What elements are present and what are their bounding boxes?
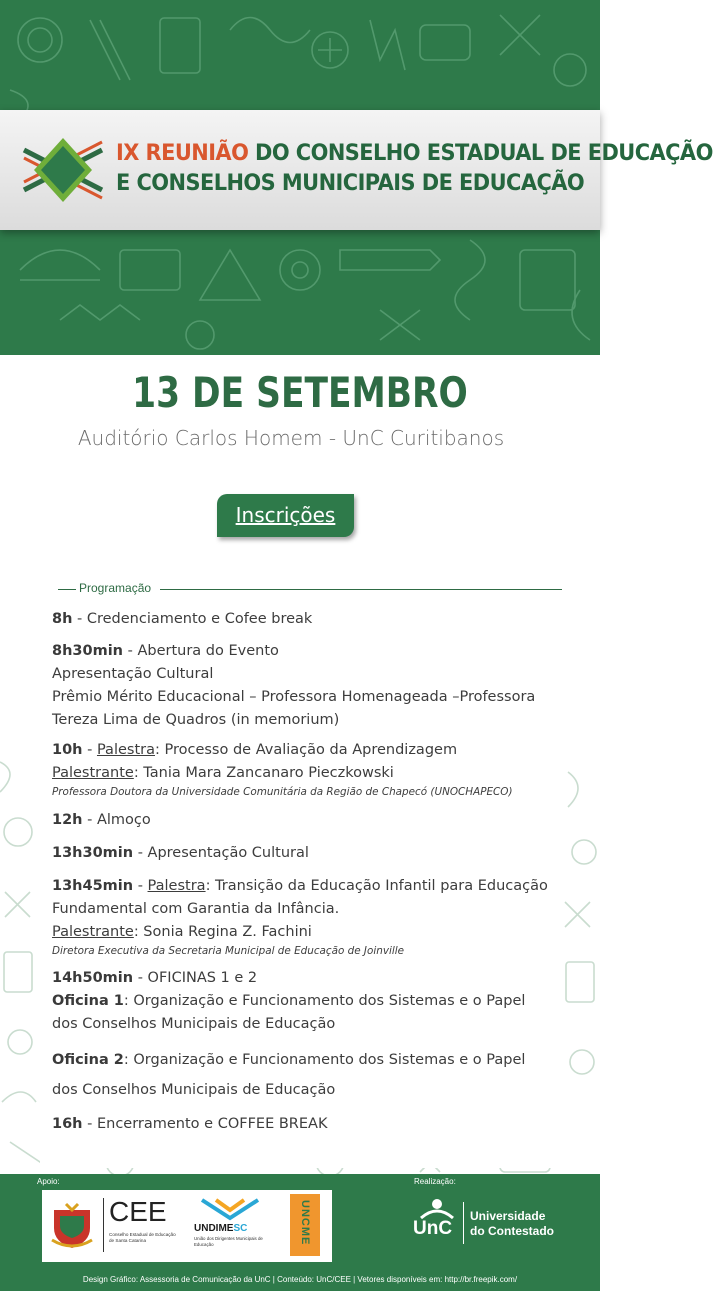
item-text: - Apresentação Cultural: [133, 845, 309, 861]
title-accent: IX REUNIÃO: [116, 140, 249, 166]
cee-subtitle: Conselho Estadual de Educação de Santa Catarina: [109, 1232, 176, 1243]
item-text: - Credenciamento e Cofee break: [72, 611, 313, 627]
unc-acronym: UnC: [413, 1218, 453, 1239]
program-item: [52, 1045, 552, 1105]
event-date: 13 DE SETEMBRO: [132, 368, 468, 417]
undime-subtitle: União dos Dirigentes Municipais de Educação: [194, 1236, 263, 1247]
uncme-name: UNCME: [299, 1200, 311, 1246]
item-text: - Encerramento e COFFEE BREAK: [82, 1116, 328, 1132]
item-text: - OFICINAS 1 e 2: [133, 970, 258, 986]
program-item: [52, 842, 552, 865]
item-text: - Abertura do Evento: [123, 643, 279, 659]
speaker-affiliation: Professora Doutora da Universidade Comunitária da Região de Chapecó (UNOCHAPECO): [52, 786, 513, 798]
item-dash: -: [133, 878, 148, 894]
item-time: 14h50min: [52, 970, 134, 986]
speaker-affiliation: Diretora Executiva da Secretaria Municipal de Educação de Joinville: [52, 945, 405, 957]
footer: [0, 1174, 600, 1291]
item-time: 13h45min: [52, 878, 134, 894]
undime-icon: [200, 1198, 260, 1220]
unc-emblem-icon: [417, 1198, 457, 1220]
workshop-label: Oficina 1: [52, 993, 124, 1009]
unc-logo: [413, 1198, 583, 1248]
workshop-label: Oficina 2: [52, 1052, 124, 1068]
speaker-label: Palestrante: [52, 924, 134, 940]
item-dash: -: [82, 742, 97, 758]
program-item: [52, 967, 552, 1036]
speaker-label: Palestrante: [52, 765, 134, 781]
item-time: 16h: [52, 1116, 83, 1132]
item-time: 13h30min: [52, 845, 134, 861]
support-label: Apoio:: [37, 1177, 60, 1186]
event-venue: Auditório Carlos Homem - UnC Curitibanos: [77, 426, 505, 450]
undime-name: UNDIME: [194, 1223, 234, 1234]
program-item: [52, 608, 552, 631]
sponsor-logos: [42, 1190, 332, 1262]
title-line2: E CONSELHOS MUNICIPAIS DE EDUCAÇÃO: [116, 170, 585, 196]
item-line: Apresentação Cultural: [52, 666, 214, 682]
program-item: [52, 875, 552, 959]
register-button[interactable]: Inscrições: [217, 494, 354, 537]
event-emblem-icon: [22, 132, 104, 208]
divider: [103, 1198, 104, 1252]
organizer-label: Realização:: [414, 1177, 456, 1186]
unc-name-line2: do Contestado: [470, 1224, 554, 1238]
item-text: - Almoço: [82, 812, 151, 828]
title-banner: [0, 110, 713, 230]
cee-logo: CEE: [109, 1196, 167, 1227]
undime-sc: SC: [233, 1223, 248, 1234]
divider: [58, 589, 76, 590]
speaker-name: : Tania Mara Zancanaro Pieczkowski: [133, 765, 394, 781]
divider: [160, 589, 562, 590]
divider: [463, 1202, 464, 1244]
program-item: [52, 1113, 552, 1136]
coat-of-arms-icon: [50, 1200, 94, 1250]
unc-name-line1: Universidade: [470, 1209, 546, 1223]
item-text: : Transição da Educação Infantil para Educação Fundamental com Garantia da Infância.: [52, 878, 548, 917]
workshop-text: : Organização e Funcionamento dos Sistemas e o Papel dos Conselhos Municipais de Educação: [52, 993, 526, 1032]
item-line: Prêmio Mérito Educacional – Professora Homenageada –Professora Tereza Lima de Quadros (in memorium): [52, 689, 536, 728]
item-kind: Palestra: [147, 878, 206, 894]
program-item: [52, 809, 552, 832]
item-time: 12h: [52, 812, 83, 828]
item-text: : Processo de Avaliação da Aprendizagem: [154, 742, 458, 758]
program-heading-label: Programação: [79, 581, 152, 595]
speaker-name: : Sonia Regina Z. Fachini: [133, 924, 312, 940]
uncme-logo: [290, 1194, 320, 1256]
workshop-text: : Organização e Funcionamento dos Sistemas e o Papel dos Conselhos Municipais de Educação: [52, 1052, 526, 1098]
event-title: [116, 138, 713, 198]
program-heading: [58, 581, 546, 597]
design-credits: Design Gráfico: Assessoria de Comunicação da UnC | Conteúdo: UnC/CEE | Vetores disponíveis em: http://br.freepik.com/: [82, 1275, 518, 1284]
program-item: [52, 640, 552, 732]
undime-logo: [194, 1223, 247, 1234]
item-time: 8h: [52, 611, 73, 627]
item-time: 10h: [52, 742, 83, 758]
program-item: [52, 739, 552, 800]
program-panel: [40, 575, 560, 1168]
item-time: 8h30min: [52, 643, 123, 659]
item-kind: Palestra: [96, 742, 155, 758]
title-rest: DO CONSELHO ESTADUAL DE EDUCAÇÃO: [248, 140, 713, 166]
unc-name: [470, 1209, 554, 1239]
